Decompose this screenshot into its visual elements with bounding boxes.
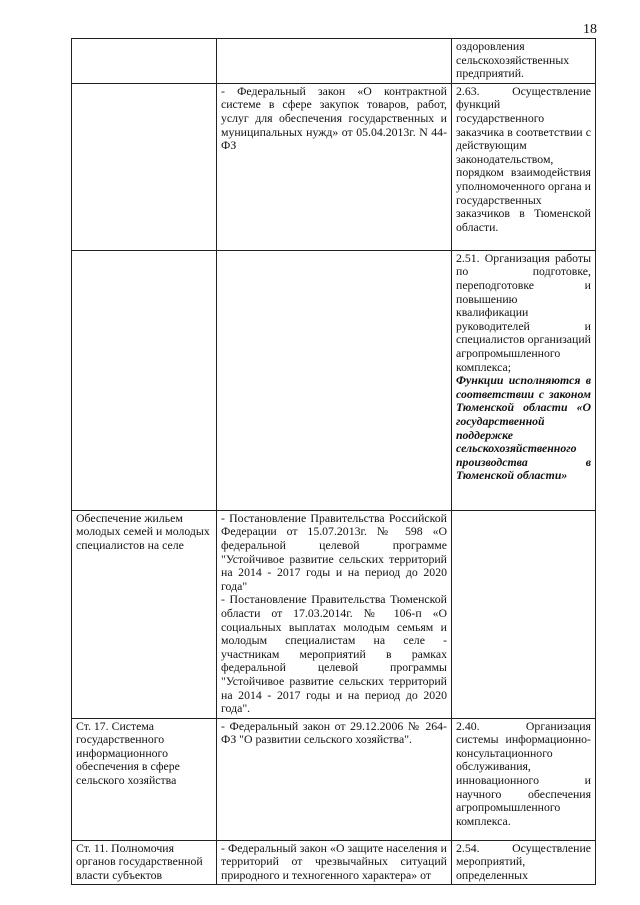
function-text: 2.54. Осуществление мероприятий, определенных [456,840,591,882]
function-cell [452,510,596,718]
article-cell: Ст. 11. Полномочия органов государственной власти субъектов [72,840,217,885]
table-row [72,39,596,84]
function-text: оздоровления сельскохозяйственных предприятий. [456,39,570,81]
article-cell [72,83,217,250]
law-text: - Федеральный закон «О контрактной системе в сфере закупок товаров, работ, услуг для обеспечения государственных и муниципальных нужд» от 05.04.2013г. N 44-ФЗ [221,83,447,153]
table-row [72,83,596,250]
law-text: - Постановление Правительства Тюменской области от 17.03.2014г. № 106-п «О социальных выплатах молодым семьям и молодым специалистам на селе - участникам мероприятий в рамках федеральной целевой программы "Устойчивое развитие сельских территорий на 2014 - 2017 годы и на период до 2020 года". [221,592,447,716]
article-cell [72,250,217,510]
function-cell [452,250,596,510]
law-cell [217,510,452,718]
function-cell [452,840,596,885]
function-text: 2.51. Организация работы по подготовке, переподготовке и повышению квалификации руководителей и специалистов организаций агропромышленного комплекса; [456,250,591,374]
article-cell: Ст. 17. Система государственного информационного обеспечения в сфере сельского хозяйства [72,718,217,840]
table-row [72,718,596,840]
law-cell [217,83,452,250]
table-row [72,250,596,510]
law-cell [217,718,452,840]
article-cell [72,39,217,84]
law-text: - Постановление Правительства Российской Федерации от 15.07.2013г. № 598 «О федеральной целевой программе "Устойчивое развитие сельских территорий на 2014 - 2017 годы и на период до 2020 года" [221,510,447,593]
function-text: 2.40. Организация системы информационно-консультационного обслуживания, инновационного и научного обеспечения агропромышленного комплекса. [456,718,591,828]
law-cell [217,840,452,885]
table-row [72,510,596,718]
law-cell [217,39,452,84]
function-cell [452,718,596,840]
table-row [72,840,596,885]
law-text: - Федеральный закон от 29.12.2006 № 264-ФЗ "О развитии сельского хозяйства". [221,718,447,747]
law-text: - Федеральный закон «О защите населения и территорий от чрезвычайных ситуаций природного и техногенного характера» от [221,840,447,882]
law-cell [217,250,452,510]
function-cell [452,83,596,250]
function-text: 2.63. Осуществление функций государственного заказчика в соответствии с действующим законодательством, порядком взаимодействия уполномоченного органа и государственных заказчиков в Тюменской области. [456,83,591,234]
function-cell [452,39,596,84]
article-cell: Обеспечение жильем молодых семей и молодых специалистов на селе [72,510,217,718]
function-note: Функции исполняются в соответствии с законом Тюменской области «О государственной поддержке сельскохозяйственного производства в Тюменской области» [456,373,591,483]
functions-table [71,38,596,885]
page-number: 18 [583,22,597,37]
